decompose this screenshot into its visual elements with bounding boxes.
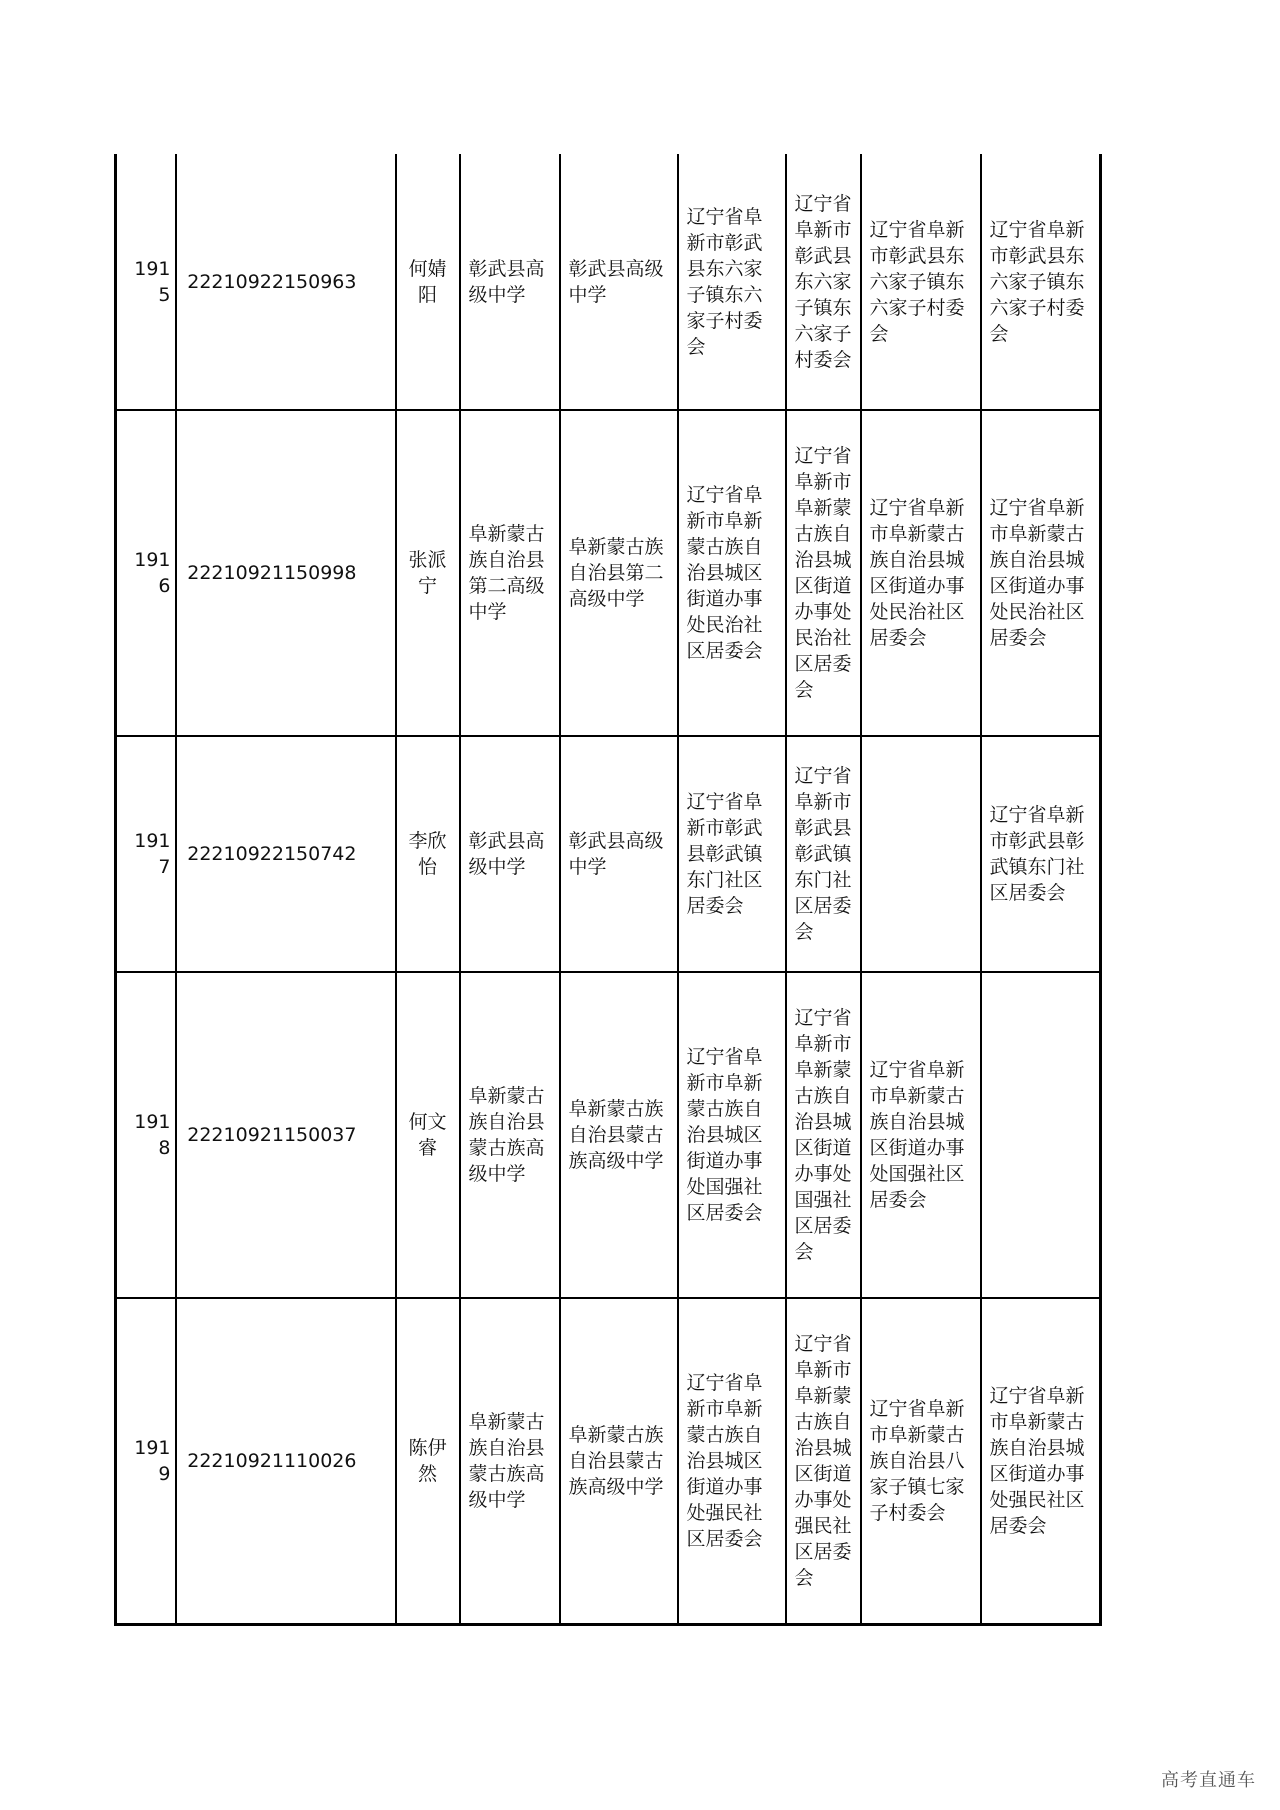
- row-address-3: 辽宁省阜新市彰武县东六家子镇东六家子村委会: [861, 154, 981, 410]
- row-seq: 1919: [116, 1298, 176, 1624]
- row-address-4: [981, 972, 1101, 1298]
- row-address-4: 辽宁省阜新市彰武县东六家子镇东六家子村委会: [981, 154, 1101, 410]
- row-address-3: [861, 736, 981, 972]
- row-seq: 1916: [116, 410, 176, 736]
- row-exam-number: 22210921150037: [176, 972, 396, 1298]
- row-address-1: 辽宁省阜新市彰武县东六家子镇东六家子村委会: [678, 154, 786, 410]
- row-school-full: 阜新蒙古族自治县蒙古族高级中学: [560, 1298, 678, 1624]
- table-row: [116, 736, 1101, 972]
- row-address-2: 辽宁省阜新市彰武县彰武镇东门社区居委会: [786, 736, 861, 972]
- row-school: 彰武县高级中学: [460, 154, 560, 410]
- row-school: 彰武县高级中学: [460, 736, 560, 972]
- table-row: [116, 410, 1101, 736]
- row-address-2: 辽宁省阜新市阜新蒙古族自治县城区街道办事处强民社区居委会: [786, 1298, 861, 1624]
- row-name: 张派宁: [396, 410, 460, 736]
- row-school-full: 彰武县高级中学: [560, 154, 678, 410]
- row-school-full: 阜新蒙古族自治县蒙古族高级中学: [560, 972, 678, 1298]
- row-address-3: 辽宁省阜新市阜新蒙古族自治县城区街道办事处国强社区居委会: [861, 972, 981, 1298]
- row-exam-number: 22210922150742: [176, 736, 396, 972]
- row-seq: 1915: [116, 154, 176, 410]
- row-seq: 1918: [116, 972, 176, 1298]
- row-address-2: 辽宁省阜新市阜新蒙古族自治县城区街道办事处国强社区居委会: [786, 972, 861, 1298]
- row-address-1: 辽宁省阜新市阜新蒙古族自治县城区街道办事处国强社区居委会: [678, 972, 786, 1298]
- row-address-3: 辽宁省阜新市阜新蒙古族自治县八家子镇七家子村委会: [861, 1298, 981, 1624]
- table-row: [116, 1298, 1101, 1624]
- row-name: 陈伊然: [396, 1298, 460, 1624]
- row-school-full: 阜新蒙古族自治县第二高级中学: [560, 410, 678, 736]
- row-seq: 1917: [116, 736, 176, 972]
- row-address-1: 辽宁省阜新市阜新蒙古族自治县城区街道办事处强民社区居委会: [678, 1298, 786, 1624]
- records-table: [114, 154, 1102, 1626]
- row-address-4: 辽宁省阜新市阜新蒙古族自治县城区街道办事处强民社区居委会: [981, 1298, 1101, 1624]
- row-address-4: 辽宁省阜新市彰武县彰武镇东门社区居委会: [981, 736, 1101, 972]
- row-school: 阜新蒙古族自治县蒙古族高级中学: [460, 1298, 560, 1624]
- table-row: [116, 972, 1101, 1298]
- row-school: 阜新蒙古族自治县蒙古族高级中学: [460, 972, 560, 1298]
- row-name: 何婧阳: [396, 154, 460, 410]
- row-address-1: 辽宁省阜新市彰武县彰武镇东门社区居委会: [678, 736, 786, 972]
- row-exam-number: 22210921110026: [176, 1298, 396, 1624]
- row-address-2: 辽宁省阜新市彰武县东六家子镇东六家子村委会: [786, 154, 861, 410]
- row-address-4: 辽宁省阜新市阜新蒙古族自治县城区街道办事处民治社区居委会: [981, 410, 1101, 736]
- row-exam-number: 22210921150998: [176, 410, 396, 736]
- row-address-1: 辽宁省阜新市阜新蒙古族自治县城区街道办事处民治社区居委会: [678, 410, 786, 736]
- row-name: 何文睿: [396, 972, 460, 1298]
- row-school-full: 彰武县高级中学: [560, 736, 678, 972]
- row-name: 李欣怡: [396, 736, 460, 972]
- table-row: [116, 154, 1101, 410]
- row-exam-number: 22210922150963: [176, 154, 396, 410]
- row-school: 阜新蒙古族自治县第二高级中学: [460, 410, 560, 736]
- row-address-2: 辽宁省阜新市阜新蒙古族自治县城区街道办事处民治社区居委会: [786, 410, 861, 736]
- watermark-text: 高考直通车: [1161, 1770, 1256, 1791]
- row-address-3: 辽宁省阜新市阜新蒙古族自治县城区街道办事处民治社区居委会: [861, 410, 981, 736]
